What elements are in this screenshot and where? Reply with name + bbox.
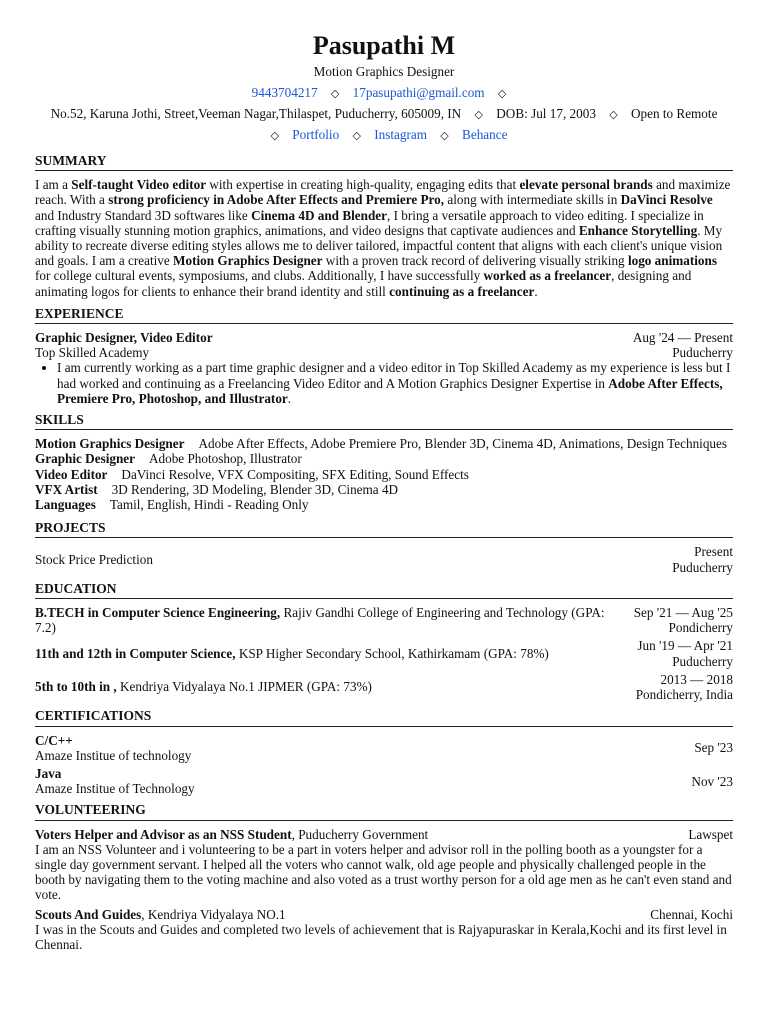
- summary-heading: SUMMARY: [35, 153, 733, 171]
- text-run: along with intermediate skills in: [444, 192, 621, 208]
- skill-value: 3D Rendering, 3D Modeling, Blender 3D, Cinema 4D: [111, 481, 399, 497]
- certification-entry: [35, 733, 733, 763]
- education-dates: Sep '21 — Aug '25: [633, 605, 733, 621]
- emphasis-text: Adobe After Effects, Premiere Pro, Photoshop, and Illustrator: [57, 375, 723, 406]
- experience-role: Graphic Designer, Video Editor: [35, 330, 213, 346]
- skill-row: [35, 482, 733, 497]
- certifications-heading: CERTIFICATIONS: [35, 708, 733, 726]
- text-run: .: [287, 390, 292, 406]
- volunteering-entry: [35, 827, 733, 903]
- skill-value: Adobe Photoshop, Illustrator: [149, 451, 302, 467]
- education-degree: 5th to 10th in ,: [35, 679, 117, 695]
- emphasis-text: strong proficiency in Adobe After Effects and Premiere Pro,: [108, 192, 445, 208]
- education-entry: [35, 638, 733, 668]
- volunteering-location: Lawspet: [688, 826, 733, 842]
- skill-row: [35, 467, 733, 482]
- emphasis-text: Motion Graphics Designer: [173, 253, 323, 269]
- volunteering-description: I was in the Scouts and Guides and completed two levels of achievement that is Rajyapuraskar in Kerala,Kochi and its first level in Chennai.: [35, 921, 727, 952]
- certification-name: Java: [35, 765, 62, 781]
- portfolio-link[interactable]: Portfolio: [292, 127, 340, 142]
- text-run: and maximize reach. With a: [35, 177, 731, 208]
- email-link[interactable]: 17pasupathi@gmail.com: [352, 85, 485, 100]
- separator-icon: ◇: [609, 109, 618, 121]
- separator-icon: ◇: [497, 88, 507, 100]
- emphasis-text: elevate personal brands: [519, 177, 653, 193]
- candidate-title: Motion Graphics Designer: [313, 64, 455, 79]
- behance-link[interactable]: Behance: [462, 127, 508, 142]
- certification-issuer: Amaze Institue of Technology: [35, 781, 195, 797]
- separator-icon: ◇: [352, 130, 361, 142]
- education-degree: B.TECH in Computer Science Engineering,: [35, 605, 281, 621]
- certification-issuer: Amaze Institue of technology: [35, 747, 192, 763]
- experience-bullets: [35, 360, 733, 406]
- certification-date: Sep '23: [694, 740, 733, 756]
- education-school: Rajiv Gandhi College of Engineering and Technology (GPA: 7.2): [35, 605, 605, 636]
- education-school: Kendriya Vidyalaya No.1 JIPMER (GPA: 73%): [116, 679, 372, 695]
- certification-name: C/C++: [35, 732, 73, 748]
- separator-icon: ◇: [440, 130, 449, 142]
- certification-entry: [35, 766, 733, 796]
- text-run: I am currently working as a part time graphic designer and a video editor in Top Skilled Academy as my experience is less but I had worked and continuing as a Freelancing Video Editor and A Motion Graphics Designer Expertise in: [57, 360, 731, 391]
- education-degree: 11th and 12th in Computer Science,: [35, 646, 236, 662]
- skill-label: Languages: [35, 497, 96, 513]
- volunteering-role: Voters Helper and Advisor as an NSS Student: [35, 826, 292, 842]
- text-run: I am a: [35, 177, 72, 193]
- skill-row: [35, 451, 733, 466]
- skill-label: Motion Graphics Designer: [35, 436, 185, 452]
- emphasis-text: logo animations: [627, 253, 717, 269]
- skill-value: DaVinci Resolve, VFX Compositing, SFX Editing, Sound Effects: [121, 466, 469, 482]
- skill-value: Tamil, English, Hindi - Reading Only: [109, 497, 309, 513]
- projects-heading: PROJECTS: [35, 520, 733, 538]
- summary-text: [35, 177, 733, 299]
- contact-line-2: [35, 104, 733, 125]
- certification-date: Nov '23: [691, 773, 733, 789]
- text-run: with expertise in creating high-quality, engaging edits that: [206, 177, 520, 193]
- separator-icon: ◇: [474, 109, 483, 121]
- volunteering-description: I am an NSS Volunteer and i volunteering to be a part in voters helper and advisor roll in the polling booth as a youngster for a single day government servant. I helped all the voters who cannot walk, old age people and physically challenged people in the booth by navigating them to the voting machine and also voted as a trust worthy person for a old age men as he can't even stand and vote.: [35, 841, 732, 903]
- emphasis-text: Cinema 4D and Blender: [251, 207, 388, 223]
- emphasis-text: worked as a freelancer: [483, 268, 612, 284]
- availability: Open to Remote: [630, 106, 718, 121]
- emphasis-text: Self-taught Video editor: [71, 177, 207, 193]
- text-run: , I bring a versatile approach to video editing. I specialize in crafting visually stunning motion graphics, animations, and video designs that captivate audiences and: [35, 207, 704, 238]
- project-name: Stock Price Prediction: [35, 552, 153, 568]
- skill-row: [35, 497, 733, 512]
- volunteering-org: , Puducherry Government: [291, 826, 429, 842]
- phone-link[interactable]: 9443704217: [251, 85, 318, 100]
- project-location: Puducherry: [672, 559, 733, 575]
- emphasis-text: Enhance Storytelling: [578, 222, 698, 238]
- contact-line-1: [35, 83, 733, 104]
- experience-heading: EXPERIENCE: [35, 306, 733, 324]
- volunteering-org: , Kendriya Vidyalaya NO.1: [141, 906, 286, 922]
- candidate-name: Pasupathi M: [312, 31, 456, 60]
- date-of-birth: DOB: Jul 17, 2003: [496, 106, 596, 121]
- experience-location: Puducherry: [672, 345, 733, 361]
- volunteering-role: Scouts And Guides: [35, 906, 142, 922]
- project-date: Present: [694, 544, 733, 560]
- experience-entry: [35, 330, 733, 406]
- volunteering-location: Chennai, Kochi: [650, 906, 733, 922]
- text-run: and Industry Standard 3D softwares like: [35, 207, 252, 223]
- address: No.52, Karuna Jothi, Street,Veeman Nagar,Thilaspet, Puducherry, 605009, IN: [50, 106, 462, 121]
- text-run: . My ability to recreate diverse editing styles allows me to deliver tailored, impactful content that aligns with each client's unique vision and goals. I am a creative: [35, 222, 723, 269]
- education-entry: [35, 672, 733, 702]
- education-heading: EDUCATION: [35, 581, 733, 599]
- education-dates: Jun '19 — Apr '21: [637, 638, 733, 654]
- skill-label: VFX Artist: [35, 481, 98, 497]
- separator-icon: ◇: [270, 130, 279, 142]
- volunteering-heading: VOLUNTEERING: [35, 802, 733, 820]
- skill-label: Video Editor: [35, 466, 108, 482]
- skill-row: [35, 436, 733, 451]
- text-run: for college cultural events, symposiums, and clubs. Additionally, I have successfully: [35, 268, 484, 284]
- skills-heading: SKILLS: [35, 412, 733, 430]
- emphasis-text: continuing as a freelancer: [389, 283, 535, 299]
- education-location: Puducherry: [672, 653, 733, 669]
- education-entry: [35, 605, 733, 635]
- education-location: Pondicherry, India: [635, 687, 733, 703]
- separator-icon: ◇: [330, 88, 340, 100]
- resume-page: [35, 30, 733, 952]
- skills-list: [35, 436, 733, 512]
- text-run: with a proven track record of delivering visually striking: [322, 253, 628, 269]
- text-run: .: [534, 283, 538, 299]
- volunteering-entry: [35, 907, 733, 953]
- skill-label: Graphic Designer: [35, 451, 135, 467]
- experience-company: Top Skilled Academy: [35, 345, 150, 361]
- education-location: Pondicherry: [668, 620, 733, 636]
- education-school: KSP Higher Secondary School, Kathirkamam (GPA: 78%): [235, 646, 549, 662]
- experience-bullet: [57, 360, 733, 406]
- contact-line-3: [35, 125, 733, 146]
- text-run: , designing and animating logos for clients to enhance their brand identity and still: [35, 268, 692, 299]
- emphasis-text: DaVinci Resolve: [620, 192, 713, 208]
- skill-value: Adobe After Effects, Adobe Premiere Pro, Blender 3D, Cinema 4D, Animations, Design Techniques: [198, 436, 727, 452]
- education-dates: 2013 — 2018: [660, 671, 733, 687]
- project-entry: [35, 544, 733, 574]
- instagram-link[interactable]: Instagram: [374, 127, 427, 142]
- experience-dates: Aug '24 — Present: [632, 330, 733, 346]
